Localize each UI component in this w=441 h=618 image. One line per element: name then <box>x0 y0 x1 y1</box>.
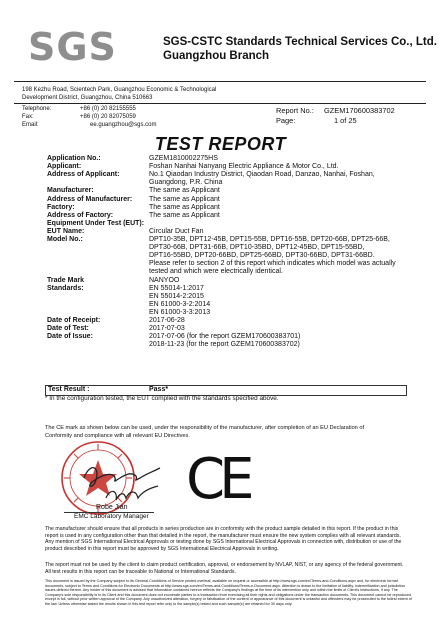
field-label: Manufacturer: <box>47 187 94 195</box>
field-label: Trade Mark <box>47 276 84 284</box>
fax-label: Fax: <box>22 114 34 120</box>
company-line2: Guangzhou Branch <box>163 50 270 62</box>
field-value: 2017-07-06 (for the report GZEM170600383701) <box>149 333 301 341</box>
report-no-label: Report No.: <box>276 106 314 115</box>
field-value: 2017-07-03 <box>149 325 185 333</box>
field-value: Foshan Nanhai Nanyang Electric Appliance & Motor Co., Ltd. <box>149 163 339 171</box>
page-value: 1 of 25 <box>334 115 357 125</box>
field-label: Equipment Under Test (EUT): <box>47 219 145 227</box>
field-value: Guangdong, P.R. China <box>149 179 223 187</box>
field-value: Please refer to section 2 of this report which indicates which model was actually <box>149 260 396 268</box>
field-label: Address of Manufacturer: <box>47 195 133 203</box>
address-line2: Development District, Guangzhou, China 510663 <box>22 95 153 101</box>
field-label: EUT Name: <box>47 227 85 235</box>
field-value: The same as Applicant <box>149 211 220 219</box>
email-label: Email: <box>22 122 39 128</box>
ce-statement-line1: The CE mark as shown below can be used, under the responsibility of the manufacturer, after completion of an EU Declaration of <box>45 425 365 431</box>
field-value: Circular Duct Fan <box>149 227 204 235</box>
logo-text: SGS <box>28 25 117 69</box>
field-value: tested and which were electrically identical. <box>149 268 283 276</box>
field-label: Factory: <box>47 203 75 211</box>
page-label: Page: <box>276 115 296 125</box>
field-value: No.1 Qiaodan Industry District, Qiaodan Road, Danzao, Nanhai, Foshan, <box>149 171 375 179</box>
field-label: Address of Applicant: <box>47 171 120 179</box>
result-label: Test Result : <box>48 386 90 393</box>
result-value: Pass* <box>149 386 169 393</box>
field-label: Date of Test: <box>47 325 89 333</box>
company-line1: SGS-CSTC Standards Technical Services Co., Ltd. <box>163 36 437 48</box>
address-line1: 198 Kezhu Road, Scientech Park, Guangzhou Economic & Technological <box>22 87 217 93</box>
field-label: Applicant: <box>47 163 82 171</box>
field-label: Standards: <box>47 284 84 292</box>
result-note: * In the configuration tested, the EUT complied with the standards specified above. <box>45 395 279 402</box>
field-value: EN 61000-3-2:2014 <box>149 300 211 308</box>
field-label: Model No.: <box>47 236 83 243</box>
field-value: DPT16-55BD, DPT20-66BD, DPT25-66BD, DPT30-66BD, DPT31-66BD. <box>149 252 375 260</box>
legal-text: This document is issued by the Company subject to its General Conditions of Service printed overleaf, available on request or accessible at http://www.sgs.com/en/Terms-and-Conditions.aspx and, for electronic format documents, subject to Terms and Conditions for Electronic Documents at http://www.sgs.com/en/Terms-and-Conditions/Terms-e-Document.aspx. Attention is drawn to the limitation of liability, indemnification and jurisdiction issues defined therein. Any holder of this document is advised that information contained hereon reflects the Company's findings at the time of its intervention only and within the limits of Client's instructions, if any. The Company's sole responsibility is to its Client and this document does not exonerate parties to a transaction from exercising all their rights and obligations under the transaction documents. This document cannot be reproduced except in full, without prior written approval of the Company. Any unauthorized alteration, forgery or falsification of the content or appearance of this document is unlawful and offenders may be prosecuted to the fullest extent of the law. Unless otherwise stated the results shown in this test report refer only to the sample(s) tested and such sample(s) are retained for 30 days only. <box>45 579 412 606</box>
field-value: 2018-11-23 (for the report GZEM170600383702) <box>149 341 300 349</box>
header-divider-top <box>14 81 426 82</box>
field-value: The same as Applicant <box>149 203 220 211</box>
contact-values <box>80 105 156 129</box>
field-label: Application No.: <box>47 155 101 162</box>
field-value: DPT10-35B, DPT12-45B, DPT15-55B, DPT16-55B, DPT20-66B, DPT25-66B, <box>149 236 390 243</box>
telephone-label: Telephone: <box>22 106 52 112</box>
field-value: NANYOO <box>149 276 180 284</box>
signatory-name: Robe Jian <box>96 504 128 511</box>
field-value: GZEM1810002275HS <box>149 155 218 162</box>
footer-paragraph-2: The report must not be used by the client to claim product certification, approval, or endorsement by NVLAP, NIST, or any agency of the federal government. All test results in this report can be traceable to National or International Standards. <box>45 562 404 575</box>
contact-labels <box>22 105 51 129</box>
fax-value: +86 (0) 20 82075059 <box>80 114 136 120</box>
field-label: Date of Receipt: <box>47 317 101 324</box>
field-value: 2017-06-28 <box>149 317 185 324</box>
report-meta-labels <box>276 106 314 125</box>
field-value: EN 55014-1:2017 <box>149 284 204 292</box>
header-divider-bottom <box>14 103 426 104</box>
signature-scribble <box>80 458 170 508</box>
address-block <box>22 86 216 102</box>
field-value: The same as Applicant <box>149 187 220 195</box>
field-label: Address of Factory: <box>47 211 114 219</box>
signatory-title: EMC Laboratory Manager <box>74 513 149 520</box>
field-value: DPT30-66B, DPT31-66B, DPT10-35BD, DPT12-45BD, DPT15-55BD, <box>149 244 365 252</box>
ce-mark: CE <box>186 447 249 512</box>
footer-paragraph-1: The manufacturer should ensure that all products in series production are in conformity with the product sample detailed in this report. If the product in this report is used in any configuration other than that detailed in the report, the manufacturer must ensure the new system complies with all relevant standards. Any mention of SGS International Electrical Approvals or testing done by SGS International Electrical Approvals in connection with, distribution or use of the product described in this report must be approved by SGS International Electrical Approvals in writing. <box>45 526 402 552</box>
company-name <box>163 35 437 63</box>
field-value: EN 55014-2:2015 <box>149 292 204 300</box>
field-label: Date of Issue: <box>47 333 93 341</box>
field-value: EN 61000-3-3:2013 <box>149 308 211 316</box>
field-value: The same as Applicant <box>149 195 220 203</box>
report-no-value: GZEM170600383702 <box>324 106 395 115</box>
telephone-value: +86 (0) 20 82155555 <box>80 106 136 112</box>
report-meta-values <box>324 106 395 125</box>
report-title: TEST REPORT <box>154 134 287 154</box>
ce-statement-line2: Conformity and compliance with all relevant EU Directives. <box>45 432 190 439</box>
email-value: ee.guangzhou@sgs.com <box>90 122 157 128</box>
sgs-logo <box>28 24 146 70</box>
